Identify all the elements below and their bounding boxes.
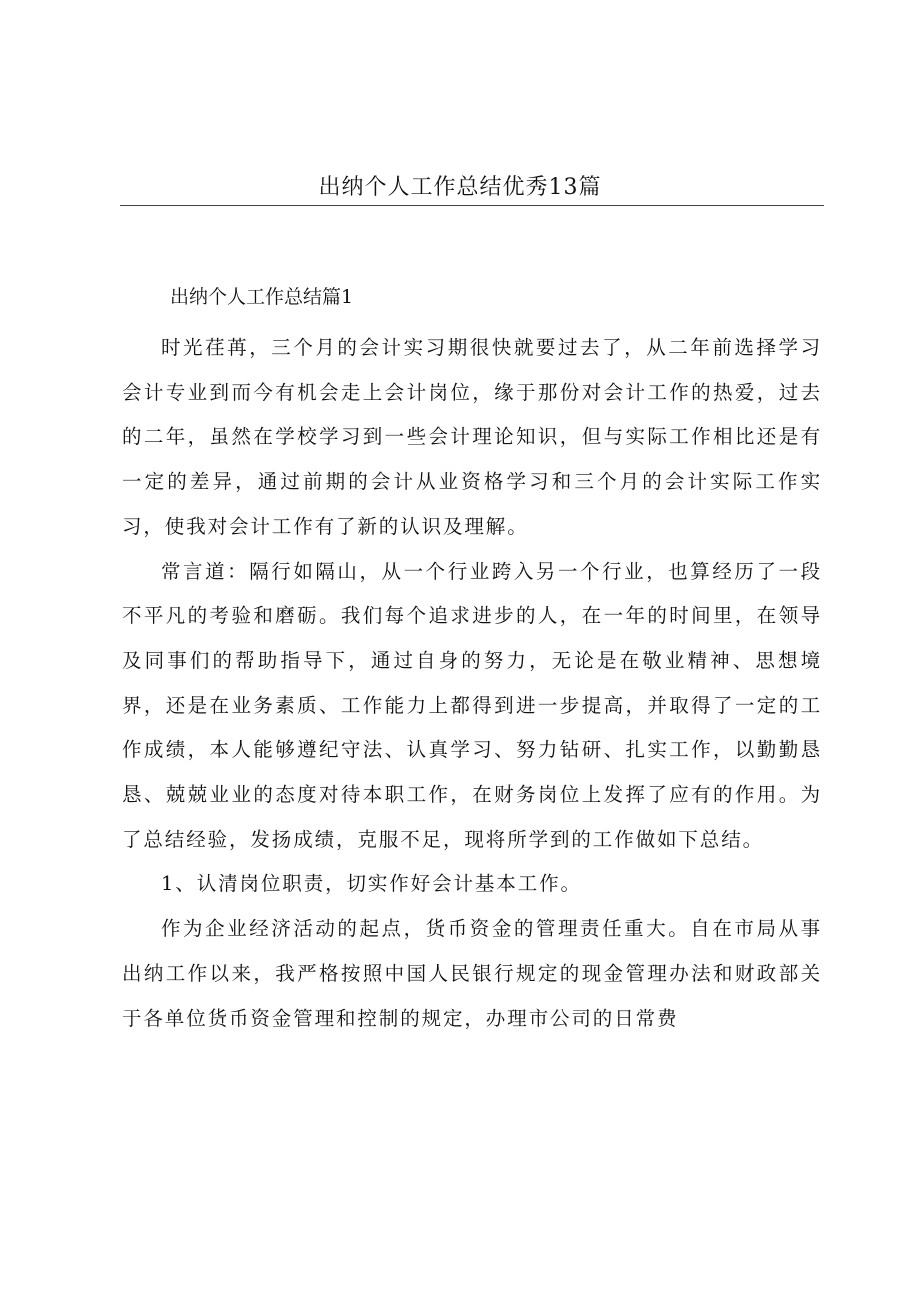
paragraph-4: 作为企业经济活动的起点，货币资金的管理责任重大。自在市局从事出纳工作以来，我严格按照中国人民银行规定的现金管理办法和财政部关于各单位货币资金管理和控制的规定，办理市公司的日常费: [122, 917, 822, 1030]
document-body: [122, 326, 822, 1041]
paragraph-1: 时光荏苒，三个月的会计实习期很快就要过去了，从二年前选择学习会计专业到而今有机会走上会计岗位，缘于那份对会计工作的热爱，过去的二年，虽然在学校学习到一些会计理论知识，但与实际工作相比还是有一定的差异，通过前期的会计从业资格学习和三个月的会计实际工作实习，使我对会计工作有了新的认识及理解。: [122, 336, 822, 538]
section-heading: 出纳个人工作总结篇1: [170, 286, 354, 308]
document-title: 出纳个人工作总结优秀13篇: [318, 175, 602, 200]
paragraph-3: 1、认清岗位职责，切实作好会计基本工作。: [161, 872, 582, 896]
title-underline: [120, 205, 824, 206]
paragraph-2: 常言道：隔行如隔山，从一个行业跨入另一个行业，也算经历了一段不平凡的考验和磨砺。我们每个追求进步的人，在一年的时间里，在领导及同事们的帮助指导下，通过自身的努力，无论是在敬业精神、思想境界，还是在业务素质、工作能力上都得到进一步提高，并取得了一定的工作成绩，本人能够遵纪守法、认真学习、努力钻研、扎实工作，以勤勤恳恳、兢兢业业的态度对待本职工作，在财务岗位上发挥了应有的作用。为了总结经验，发扬成绩，克服不足，现将所学到的工作做如下总结。: [122, 559, 822, 851]
